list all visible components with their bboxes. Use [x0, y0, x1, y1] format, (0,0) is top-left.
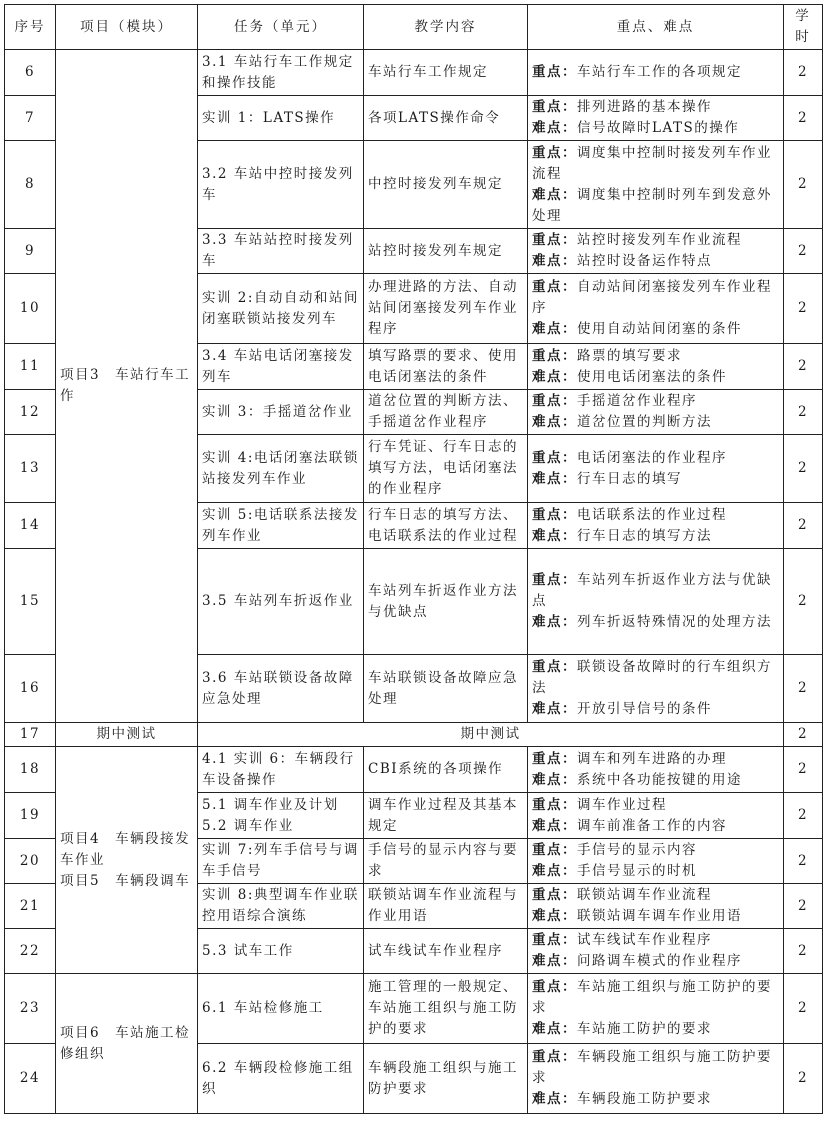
header-keypoints: 重点、难点: [528, 5, 784, 50]
keypoints-cell: [528, 96, 784, 141]
task-cell: 3.1 车站行车工作规定和操作技能: [198, 50, 364, 96]
key-label: 重点：: [532, 99, 577, 115]
keypoints-cell: [528, 390, 784, 435]
task-cell: 3.4 车站电话闭塞接发列车: [198, 344, 364, 390]
difficulty-label: 难点：: [532, 414, 577, 430]
difficulty-text: 系统中各功能按键的用途: [577, 771, 742, 788]
hours-cell: 2: [784, 50, 823, 96]
key-label: 重点：: [532, 393, 577, 409]
difficulty-point: [532, 861, 779, 882]
hours-cell: 2: [784, 96, 823, 141]
keypoints-cell: [528, 655, 784, 723]
hours-cell: 2: [784, 974, 823, 1044]
difficulty-point: [532, 816, 779, 837]
table-row: [5, 747, 823, 793]
row-number: 6: [5, 50, 56, 96]
task-cell: 实训 2:自动自动和站间闭塞联锁站接发列车: [198, 274, 364, 344]
hours-cell: 2: [784, 793, 823, 839]
difficulty-label: 难点：: [532, 863, 577, 879]
task-cell: 实训 5:电话联系法接发列车作业: [198, 503, 364, 549]
difficulty-point: [532, 526, 779, 547]
keypoints-cell: [528, 435, 784, 503]
task-cell: 5.1 调车作业及计划 5.2 调车作业: [198, 793, 364, 839]
task-cell: 实训 3：手摇道岔作业: [198, 390, 364, 435]
difficulty-text: 使用自动站间闭塞的条件: [577, 321, 742, 337]
key-label: 重点：: [532, 64, 577, 80]
row-number: 17: [5, 723, 56, 747]
difficulty-point: [532, 412, 779, 433]
difficulty-text: 行车日志的填写方法: [577, 527, 712, 544]
row-number: 13: [5, 435, 56, 503]
content-cell: 道岔位置的判断方法、手摇道岔作业程序: [364, 390, 528, 435]
row-number: 23: [5, 974, 56, 1044]
row-number: 22: [5, 929, 56, 974]
key-text: 站控时接发列车作业流程: [577, 232, 742, 248]
difficulty-label: 难点：: [532, 368, 577, 385]
key-text: 电话闭塞法的作业程序: [577, 449, 727, 466]
task-cell: 4.1 实训 6：车辆段行车设备操作: [198, 747, 364, 793]
task-cell: 实训 1：LATS操作: [198, 96, 364, 141]
difficulty-point: [532, 185, 779, 227]
hours-cell: 2: [784, 274, 823, 344]
difficulty-point: [532, 770, 779, 791]
difficulty-point: [532, 469, 779, 490]
key-point: [532, 930, 779, 951]
keypoints-cell: [528, 747, 784, 793]
content-cell: 施工管理的一般规定、车站施工组织与施工防护的要求: [364, 974, 528, 1044]
content-cell: 车站联锁设备故障应急处理: [364, 655, 528, 723]
task-cell: 6.1 车站检修施工: [198, 974, 364, 1044]
key-point: [532, 62, 779, 83]
keypoints-cell: [528, 229, 784, 274]
key-text: 调车作业过程: [577, 796, 667, 813]
task-cell: 实训 8:典型调车作业联控用语综合演练: [198, 884, 364, 929]
key-text: 试车线试车作业程序: [577, 932, 712, 948]
key-text: 手摇道岔作业程序: [577, 393, 697, 409]
key-point: [532, 657, 779, 699]
content-cell: 手信号的显示内容与要求: [364, 839, 528, 884]
keypoints-cell: [528, 344, 784, 390]
content-cell: 行车凭证、行车日志的填写方法，电话闭塞法的作业程序: [364, 435, 528, 503]
course-schedule-table: [4, 4, 823, 1114]
key-point: [532, 448, 779, 469]
table-row: [5, 974, 823, 1044]
row-number: 10: [5, 274, 56, 344]
difficulty-text: 车辆段施工防护要求: [577, 1091, 712, 1107]
content-cell: 调车作业过程及其基本规定: [364, 793, 528, 839]
difficulty-text: 列车折返特殊情况的处理方法: [577, 614, 772, 630]
project-cell: 项目6 车站施工检修组织: [56, 974, 198, 1114]
row-number: 21: [5, 884, 56, 929]
key-label: 重点：: [532, 232, 577, 248]
difficulty-text: 联锁站调车调车作业用语: [577, 908, 742, 924]
row-number: 11: [5, 344, 56, 390]
row-number: 14: [5, 503, 56, 549]
key-point: [532, 1047, 779, 1089]
project-cell: 项目4 车辆段接发车作业 项目5 车辆段调车: [56, 747, 198, 974]
difficulty-label: 难点：: [532, 186, 577, 203]
key-point: [532, 143, 779, 185]
row-number: 7: [5, 96, 56, 141]
key-text: 调车和列车进路的办理: [577, 750, 727, 767]
header-task: 任务（单元）: [198, 5, 364, 50]
difficulty-point: [532, 1089, 779, 1110]
difficulty-point: [532, 251, 779, 272]
difficulty-text: 使用电话闭塞法的条件: [577, 368, 727, 385]
key-text: 车站施工组织与施工防护的要求: [532, 979, 772, 1016]
key-point: [532, 749, 779, 770]
key-point: [532, 570, 779, 612]
difficulty-text: 手信号显示的时机: [577, 863, 697, 879]
difficulty-text: 站控时设备运作特点: [577, 253, 712, 269]
key-label: 重点：: [532, 506, 577, 523]
key-text: 排列进路的基本操作: [577, 99, 712, 115]
difficulty-label: 难点：: [532, 120, 577, 136]
row-number: 20: [5, 839, 56, 884]
key-text: 车辆段施工组织与施工防护要求: [532, 1049, 772, 1086]
table-row: [5, 723, 823, 747]
task-cell: 实训 4:电话闭塞法联锁站接发列车作业: [198, 435, 364, 503]
content-cell: 车辆段施工组织与施工防护要求: [364, 1044, 528, 1114]
keypoints-cell: [528, 1044, 784, 1114]
keypoints-cell: [528, 549, 784, 655]
key-label: 重点：: [532, 887, 577, 903]
hours-cell: 2: [784, 747, 823, 793]
key-text: 联锁设备故障时的行车组织方法: [532, 659, 772, 696]
project-cell: 项目3 车站行车工作: [56, 50, 198, 723]
row-number: 19: [5, 793, 56, 839]
key-label: 重点：: [532, 842, 577, 858]
key-label: 重点：: [532, 144, 577, 161]
row-number: 15: [5, 549, 56, 655]
difficulty-text: 行车日志的填写: [577, 470, 682, 487]
key-text: 联锁站调车作业流程: [577, 887, 712, 903]
key-point: [532, 977, 779, 1019]
header-hours: 学时: [784, 5, 823, 50]
key-label: 重点：: [532, 279, 577, 295]
hours-cell: 2: [784, 929, 823, 974]
difficulty-label: 难点：: [532, 771, 577, 788]
task-cell: 6.2 车辆段检修施工组织: [198, 1044, 364, 1114]
difficulty-label: 难点：: [532, 470, 577, 487]
difficulty-text: 信号故障时LATS的操作: [577, 120, 740, 136]
difficulty-text: 问路调车模式的作业程序: [577, 953, 742, 969]
difficulty-label: 难点：: [532, 1021, 577, 1037]
row-number: 24: [5, 1044, 56, 1114]
difficulty-text: 车站施工防护的要求: [577, 1021, 712, 1037]
content-cell: 各项LATS操作命令: [364, 96, 528, 141]
key-point: [532, 885, 779, 906]
keypoints-cell: [528, 50, 784, 96]
difficulty-label: 难点：: [532, 614, 577, 630]
key-text: 车站行车工作的各项规定: [577, 64, 742, 80]
difficulty-point: [532, 118, 779, 139]
difficulty-point: [532, 319, 779, 340]
content-cell: 中控时接发列车规定: [364, 141, 528, 229]
content-cell: 车站列车折返作业方法与优缺点: [364, 549, 528, 655]
key-label: 重点：: [532, 750, 577, 767]
hours-cell: 2: [784, 344, 823, 390]
key-label: 重点：: [532, 347, 577, 364]
difficulty-text: 开放引导信号的条件: [577, 701, 712, 717]
table-row: [5, 50, 823, 96]
key-text: 路票的填写要求: [577, 347, 682, 364]
difficulty-point: [532, 367, 779, 388]
key-text: 车站列车折返作业方法与优缺点: [532, 572, 772, 609]
key-point: [532, 97, 779, 118]
difficulty-label: 难点：: [532, 321, 577, 337]
keypoints-cell: [528, 839, 784, 884]
difficulty-label: 难点：: [532, 908, 577, 924]
task-cell: 实训 7:列车手信号与调车手信号: [198, 839, 364, 884]
hours-cell: 2: [784, 229, 823, 274]
content-cell: 站控时接发列车规定: [364, 229, 528, 274]
hours-cell: 2: [784, 839, 823, 884]
midterm-content: 期中测试: [198, 723, 784, 747]
header-row: [5, 5, 823, 50]
hours-cell: 2: [784, 141, 823, 229]
difficulty-text: 道岔位置的判断方法: [577, 414, 712, 430]
keypoints-cell: [528, 974, 784, 1044]
difficulty-text: 调度集中控制时列车到发意外处理: [532, 186, 772, 224]
hours-cell: 2: [784, 723, 823, 747]
key-point: [532, 391, 779, 412]
difficulty-point: [532, 951, 779, 972]
hours-cell: 2: [784, 503, 823, 549]
row-number: 12: [5, 390, 56, 435]
content-cell: 办理进路的方法、自动站间闭塞接发列车作业程序: [364, 274, 528, 344]
difficulty-label: 难点：: [532, 527, 577, 544]
difficulty-point: [532, 699, 779, 720]
content-cell: 联锁站调车作业流程与作业用语: [364, 884, 528, 929]
key-label: 重点：: [532, 796, 577, 813]
key-label: 重点：: [532, 659, 577, 675]
key-text: 手信号的显示内容: [577, 842, 697, 858]
keypoints-cell: [528, 929, 784, 974]
key-label: 重点：: [532, 979, 577, 995]
hours-cell: 2: [784, 884, 823, 929]
keypoints-cell: [528, 503, 784, 549]
header-content: 教学内容: [364, 5, 528, 50]
difficulty-point: [532, 906, 779, 927]
key-text: 电话联系法的作业过程: [577, 506, 727, 523]
key-label: 重点：: [532, 932, 577, 948]
hours-cell: 2: [784, 390, 823, 435]
difficulty-text: 调车前准备工作的内容: [577, 817, 727, 834]
header-no: 序号: [5, 5, 56, 50]
difficulty-point: [532, 1019, 779, 1040]
difficulty-label: 难点：: [532, 1091, 577, 1107]
key-point: [532, 277, 779, 319]
key-point: [532, 346, 779, 367]
keypoints-cell: [528, 884, 784, 929]
task-cell: 3.2 车站中控时接发列车: [198, 141, 364, 229]
hours-cell: 2: [784, 1044, 823, 1114]
row-number: 16: [5, 655, 56, 723]
task-cell: 5.3 试车工作: [198, 929, 364, 974]
key-point: [532, 795, 779, 816]
task-cell: 3.3 车站站控时接发列车: [198, 229, 364, 274]
key-text: 调度集中控制时接发列车作业流程: [532, 144, 772, 182]
content-cell: CBI系统的各项操作: [364, 747, 528, 793]
key-label: 重点：: [532, 1049, 577, 1065]
keypoints-cell: [528, 274, 784, 344]
key-point: [532, 230, 779, 251]
keypoints-cell: [528, 141, 784, 229]
key-label: 重点：: [532, 572, 577, 588]
content-cell: 车站行车工作规定: [364, 50, 528, 96]
row-number: 9: [5, 229, 56, 274]
difficulty-label: 难点：: [532, 701, 577, 717]
difficulty-label: 难点：: [532, 817, 577, 834]
difficulty-point: [532, 612, 779, 633]
hours-cell: 2: [784, 435, 823, 503]
key-point: [532, 840, 779, 861]
project-midterm: 期中测试: [56, 723, 198, 747]
difficulty-label: 难点：: [532, 253, 577, 269]
key-point: [532, 505, 779, 526]
task-cell: 3.6 车站联锁设备故障应急处理: [198, 655, 364, 723]
task-cell: 3.5 车站列车折返作业: [198, 549, 364, 655]
key-label: 重点：: [532, 449, 577, 466]
row-number: 8: [5, 141, 56, 229]
hours-cell: 2: [784, 655, 823, 723]
content-cell: 试车线试车作业程序: [364, 929, 528, 974]
row-number: 18: [5, 747, 56, 793]
content-cell: 行车日志的填写方法、电话联系法的作业过程: [364, 503, 528, 549]
keypoints-cell: [528, 793, 784, 839]
header-project: 项目（模块）: [56, 5, 198, 50]
difficulty-label: 难点：: [532, 953, 577, 969]
content-cell: 填写路票的要求、使用电话闭塞法的条件: [364, 344, 528, 390]
key-text: 自动站间闭塞接发列车作业程序: [532, 279, 772, 316]
hours-cell: 2: [784, 549, 823, 655]
